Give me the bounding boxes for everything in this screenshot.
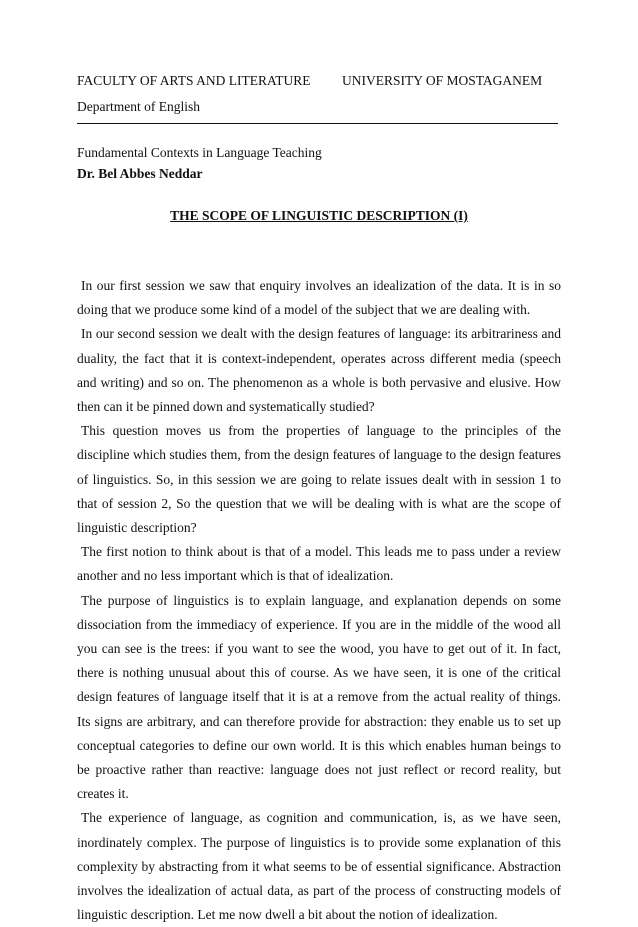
paragraph: The first notion to think about is that of a model. This leads me to pass under a review another and no less important which is that of idealization. [77, 544, 561, 584]
header-divider [77, 123, 558, 124]
document-title: THE SCOPE OF LINGUISTIC DESCRIPTION (I) [170, 208, 468, 223]
course-title: Fundamental Contexts in Language Teaching [77, 145, 322, 160]
paragraph: The experience of language, as cognition and communication, is, as we have seen, inordinately complex. The purpose of linguistics is to provide some explanation of this complexity by abstracting from it what seems to be of essential significance. Abstraction involves the idealization of actual data, as part of the process of constructing models of linguistic description. Let me now dwell a bit about the notion of idealization. [77, 810, 561, 923]
faculty-name: FACULTY OF ARTS AND LITERATURE [77, 73, 311, 88]
university-name: UNIVERSITY OF MOSTAGANEM [342, 73, 543, 88]
paragraph: This question moves us from the properties of language to the principles of the discipline which studies them, from the design features of language to the design features of linguistics. So, in this session we are going to relate issues dealt with in session 1 to that of session 2, So the question that we will be dealing with is what are the scope of linguistic description? [77, 423, 561, 536]
paragraph: In our second session we dealt with the design features of language: its arbitrariness and duality, the fact that it is context-independent, operates across different media (speech and writing) and so on. The phenomenon as a whole is both pervasive and elusive. How then can it be pinned down and systematically studied? [77, 326, 561, 415]
author-name: Dr. Bel Abbes Neddar [77, 166, 203, 181]
paragraph: In our first session we saw that enquiry involves an idealization of the data. It is in so doing that we produce some kind of a model of the subject that we are dealing with. [77, 278, 561, 318]
paragraph: The purpose of linguistics is to explain language, and explanation depends on some dissociation from the immediacy of experience. If you are in the middle of the wood all you can see is the trees: if you want to see the wood, you have to get out of it. In fact, there is nothing unusual about this of course. As we have seen, it is one of the critical design features of language itself that it is at a remove from the actual reality of things. Its signs are arbitrary, and can therefore provide for abstraction: they enable us to set up conceptual categories to define our own world. It is this which enables human beings to be proactive rather than reactive: language does not just reflect or record reality, but creates it. [77, 592, 561, 802]
body-text [77, 274, 561, 927]
department-name: Department of English [77, 99, 200, 114]
